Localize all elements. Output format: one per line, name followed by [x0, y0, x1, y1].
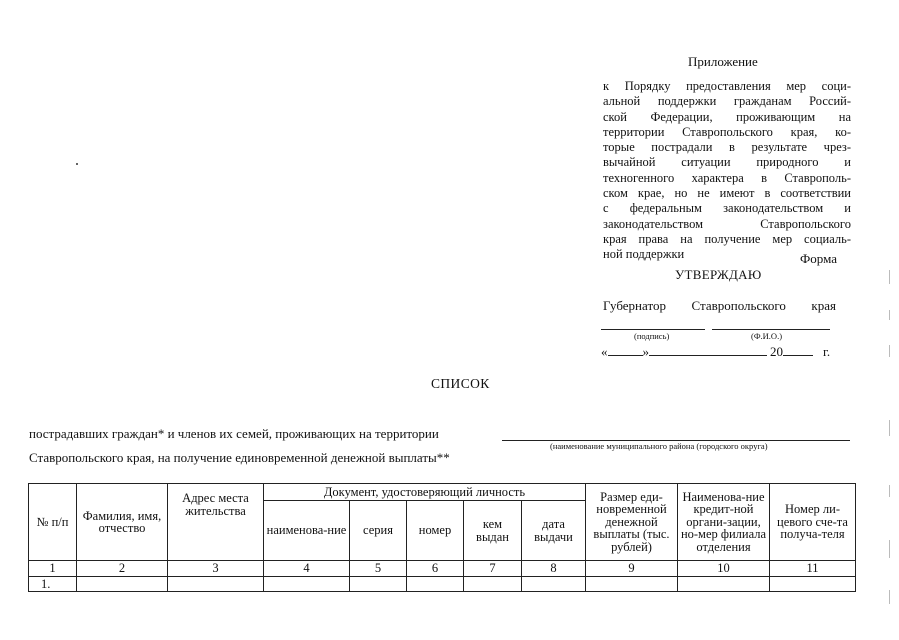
municipality-caption: (наименование муниципального района (городского округа) [550, 441, 768, 451]
index-cell: 11 [770, 561, 856, 577]
appendix-line: торые пострадали в результате чрез- [603, 140, 851, 155]
scan-margin-marks [886, 270, 894, 610]
appendix-title: Приложение [688, 54, 758, 69]
appendix-line: ском крае, но не имеют в соответствии [603, 186, 851, 201]
stray-dot [76, 163, 78, 165]
scan-mark [889, 310, 890, 320]
date-year-suffix: г. [823, 344, 831, 359]
form-label: Форма [800, 251, 837, 266]
day-blank [608, 344, 643, 356]
governor-word: Ставропольского [691, 298, 786, 313]
index-cell: 6 [407, 561, 464, 577]
signature-line [601, 329, 705, 330]
header-address: Адрес места жительства [168, 484, 264, 561]
appendix-line: ской Федерации, проживающим на [603, 109, 851, 124]
appendix-line: вычайной ситуации природного и [603, 155, 851, 170]
index-cell: 9 [586, 561, 678, 577]
index-cell: 7 [464, 561, 522, 577]
empty-cell [770, 577, 856, 592]
header-account: Номер ли-цевого сче-та получа-теля [770, 484, 856, 561]
scan-mark [889, 270, 890, 284]
empty-cell [264, 577, 350, 592]
date-quote-close: » [642, 344, 649, 359]
governor-line [603, 298, 836, 314]
appendix-line: края права на получение мер социаль- [603, 231, 851, 246]
row-number-cell: 1. [29, 577, 77, 592]
year-blank [783, 344, 813, 356]
index-cell: 2 [77, 561, 168, 577]
header-bank: Наименова-ние кредит-ной органи-зации, но-мер филиала отделения [678, 484, 770, 561]
scan-mark [889, 590, 890, 604]
recipients-table [28, 483, 856, 592]
header-doc-number: номер [407, 501, 464, 561]
empty-cell [168, 577, 264, 592]
empty-cell [464, 577, 522, 592]
scan-mark [889, 485, 890, 497]
header-amount: Размер еди-новременной денежной выплаты (тыс. рублей) [586, 484, 678, 561]
signature-caption: (подпись) [634, 331, 670, 341]
empty-cell [350, 577, 407, 592]
scan-mark [889, 420, 890, 436]
governor-word: Губернатор [603, 298, 666, 313]
appendix-text [603, 79, 851, 263]
index-cell: 3 [168, 561, 264, 577]
appendix-line: техногенного характера в Ставрополь- [603, 170, 851, 185]
appendix-line: альной поддержки гражданам Россий- [603, 94, 851, 109]
index-cell: 8 [522, 561, 586, 577]
scan-mark [889, 540, 890, 558]
name-caption: (Ф.И.О.) [751, 331, 783, 341]
header-num: № п/п [29, 484, 77, 561]
governor-word: края [811, 298, 836, 313]
header-doc-name: наименова-ние [264, 501, 350, 561]
empty-cell [586, 577, 678, 592]
appendix-line: ной поддержки [603, 247, 685, 262]
empty-cell [522, 577, 586, 592]
appendix-line: территории Ставропольского края, ко- [603, 124, 851, 139]
approval-date [601, 344, 830, 360]
header-doc-issued-by: кем выдан [464, 501, 522, 561]
scan-mark [889, 345, 890, 357]
approve-heading: УТВЕРЖДАЮ [675, 267, 762, 282]
appendix-line: с федеральным законодательством и [603, 201, 851, 216]
month-blank [649, 344, 767, 356]
header-doc-series: серия [350, 501, 407, 561]
date-quote-open: « [601, 344, 608, 359]
list-description-line2: Ставропольского края, на получение единовременной денежной выплаты** [29, 450, 450, 465]
appendix-line: законодательством Ставропольского [603, 216, 851, 231]
list-title: СПИСОК [431, 376, 490, 391]
header-fio: Фамилия, имя, отчество [77, 484, 168, 561]
index-cell: 5 [350, 561, 407, 577]
list-description-line1: пострадавших граждан* и членов их семей, проживающих на территории [29, 426, 439, 441]
header-document: Документ, удостоверяющий личность [264, 484, 586, 501]
name-line [712, 329, 830, 330]
empty-cell [407, 577, 464, 592]
header-doc-issue-date: дата выдачи [522, 501, 586, 561]
index-cell: 1 [29, 561, 77, 577]
appendix-line: к Порядку предоставления мер соци- [603, 79, 851, 93]
empty-cell [77, 577, 168, 592]
date-year-prefix: 20 [770, 344, 783, 359]
empty-cell [678, 577, 770, 592]
index-cell: 10 [678, 561, 770, 577]
index-cell: 4 [264, 561, 350, 577]
